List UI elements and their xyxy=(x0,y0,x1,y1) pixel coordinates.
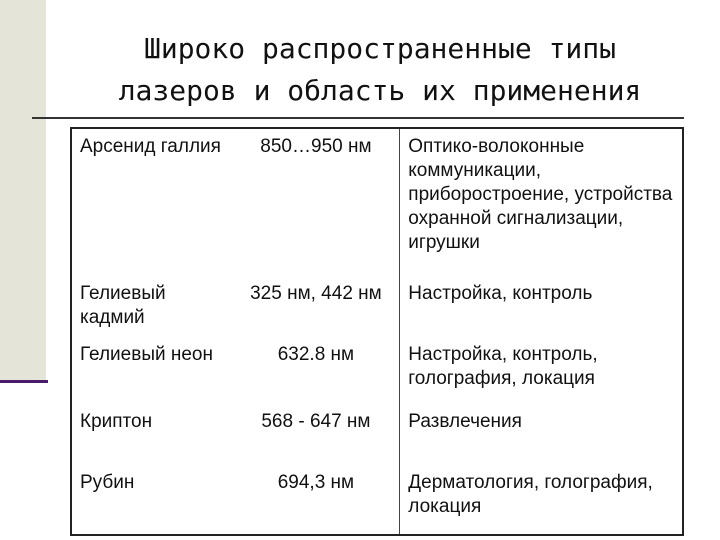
material-cell: Рубин xyxy=(80,472,135,493)
lasers-table xyxy=(70,127,684,536)
application-cell: Оптико-волоконные коммуникации, приборостроение, устройства охранной сигнализации, игрушки xyxy=(400,128,683,276)
material-cell: Криптон xyxy=(80,411,153,432)
wavelength-cell: 632.8 нм xyxy=(277,344,355,365)
table-row xyxy=(71,400,683,457)
title-line-2: лазеров и область их применения xyxy=(118,74,642,107)
wavelength-cell: 694,3 нм xyxy=(277,472,355,493)
wavelength-cell: 568 - 647 нм xyxy=(261,411,371,432)
wavelength-cell: 325 нм, 442 нм xyxy=(250,283,382,304)
wavelength-cell: 850…950 нм xyxy=(260,136,372,157)
application-cell: Настройка, контроль xyxy=(400,276,683,337)
side-accent-rule xyxy=(0,380,48,383)
table-row xyxy=(71,457,683,535)
application-cell: Дерматология, голография, локация xyxy=(400,457,683,535)
title-underline xyxy=(32,117,684,119)
table-row xyxy=(71,276,683,337)
side-decoration-bar xyxy=(0,0,46,380)
application-cell: Развлечения xyxy=(400,400,683,457)
slide-title xyxy=(70,28,690,112)
application-cell: Настройка, контроль, голография, локация xyxy=(400,337,683,400)
material-cell: Гелиевый неон xyxy=(80,344,213,365)
table-row xyxy=(71,337,683,400)
material-cell: Гелиевый кадмий xyxy=(80,283,166,328)
table-row xyxy=(71,128,683,276)
material-cell: Арсенид галлия xyxy=(80,136,221,157)
title-line-1: Широко распространенные типы xyxy=(143,32,616,65)
